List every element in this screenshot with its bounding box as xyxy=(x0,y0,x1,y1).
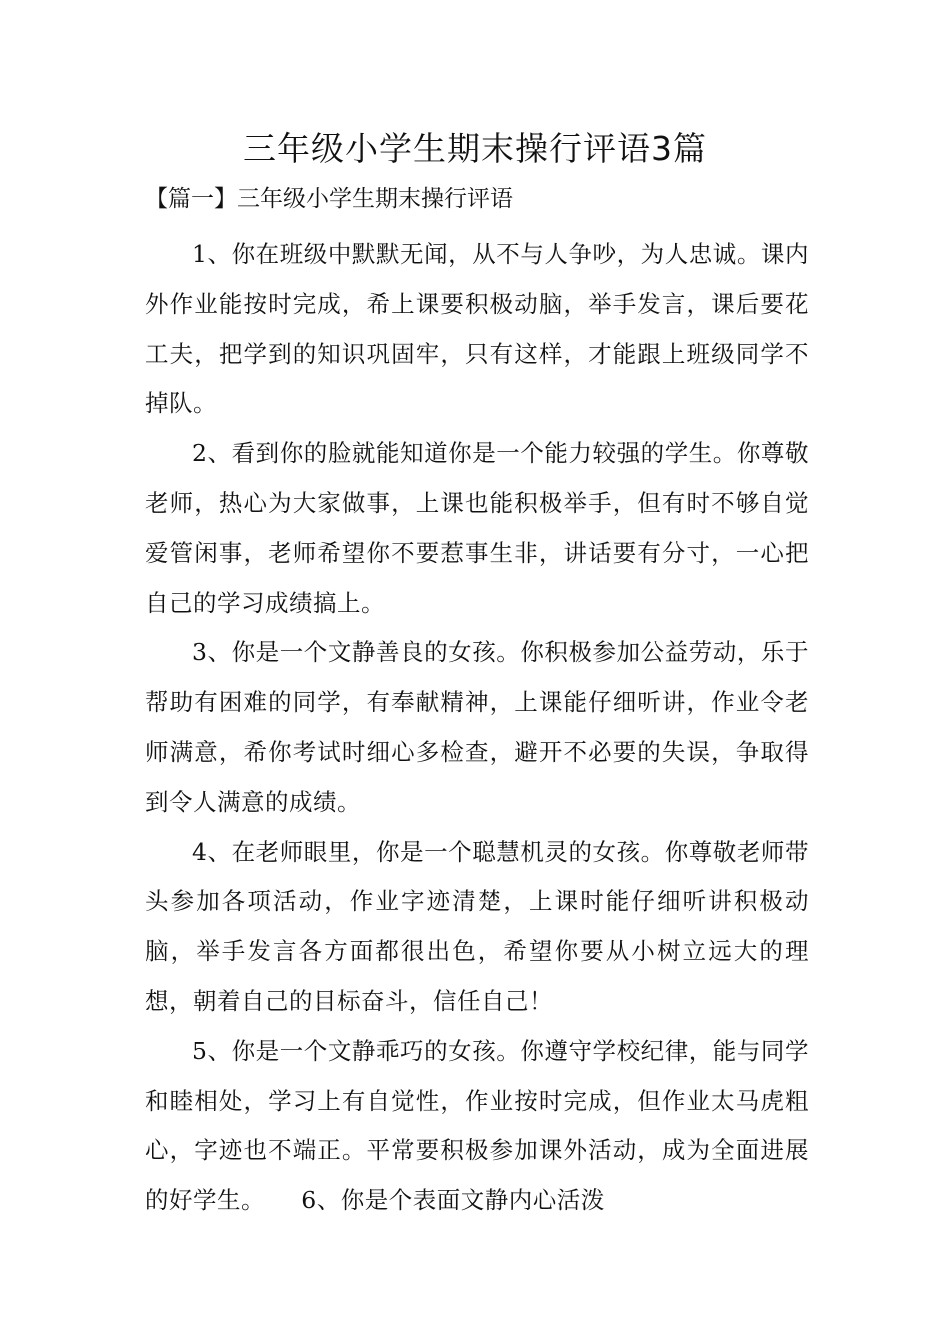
document-title: 三年级小学生期末操行评语3篇 xyxy=(243,129,707,168)
section-heading: 【篇一】三年级小学生期末操行评语 xyxy=(145,186,513,212)
comment-paragraph-2: 2、看到你的脸就能知道你是一个能力较强的学生。你尊敬老师，热心为大家做事，上课也能积极举手，但有时不够自觉爱管闲事，老师希望你不要惹事生非，讲话要有分寸，一心把自己的学习成绩搞上。 xyxy=(145,439,809,617)
comment-paragraph-3: 3、你是一个文静善良的女孩。你积极参加公益劳动，乐于帮助有困难的同学，有奉献精神，上课能仔细听讲，作业令老师满意，希你考试时细心多检查，避开不必要的失误，争取得到令人满意的成绩。 xyxy=(145,638,809,816)
document-body xyxy=(145,230,809,1226)
comment-paragraph-1: 1、你在班级中默默无闻，从不与人争吵，为人忠诚。课内外作业能按时完成，希上课要积极动脑，举手发言，课后要花工夫，把学到的知识巩固牢，只有这样，才能跟上班级同学不掉队。 xyxy=(145,240,809,418)
comment-paragraph-5: 5、你是一个文静乖巧的女孩。你遵守学校纪律，能与同学和睦相处，学习上有自觉性，作业按时完成，但作业太马虎粗心，字迹也不端正。平常要积极参加课外活动，成为全面进展的好学生。 6、你是个表面文静内心活泼 xyxy=(145,1036,809,1215)
comment-paragraph-4: 4、在老师眼里，你是一个聪慧机灵的女孩。你尊敬老师带头参加各项活动，作业字迹清楚，上课时能仔细听讲积极动脑，举手发言各方面都很出色，希望你要从小树立远大的理想，朝着自己的目标奋斗，信任自己！ xyxy=(145,837,809,1015)
